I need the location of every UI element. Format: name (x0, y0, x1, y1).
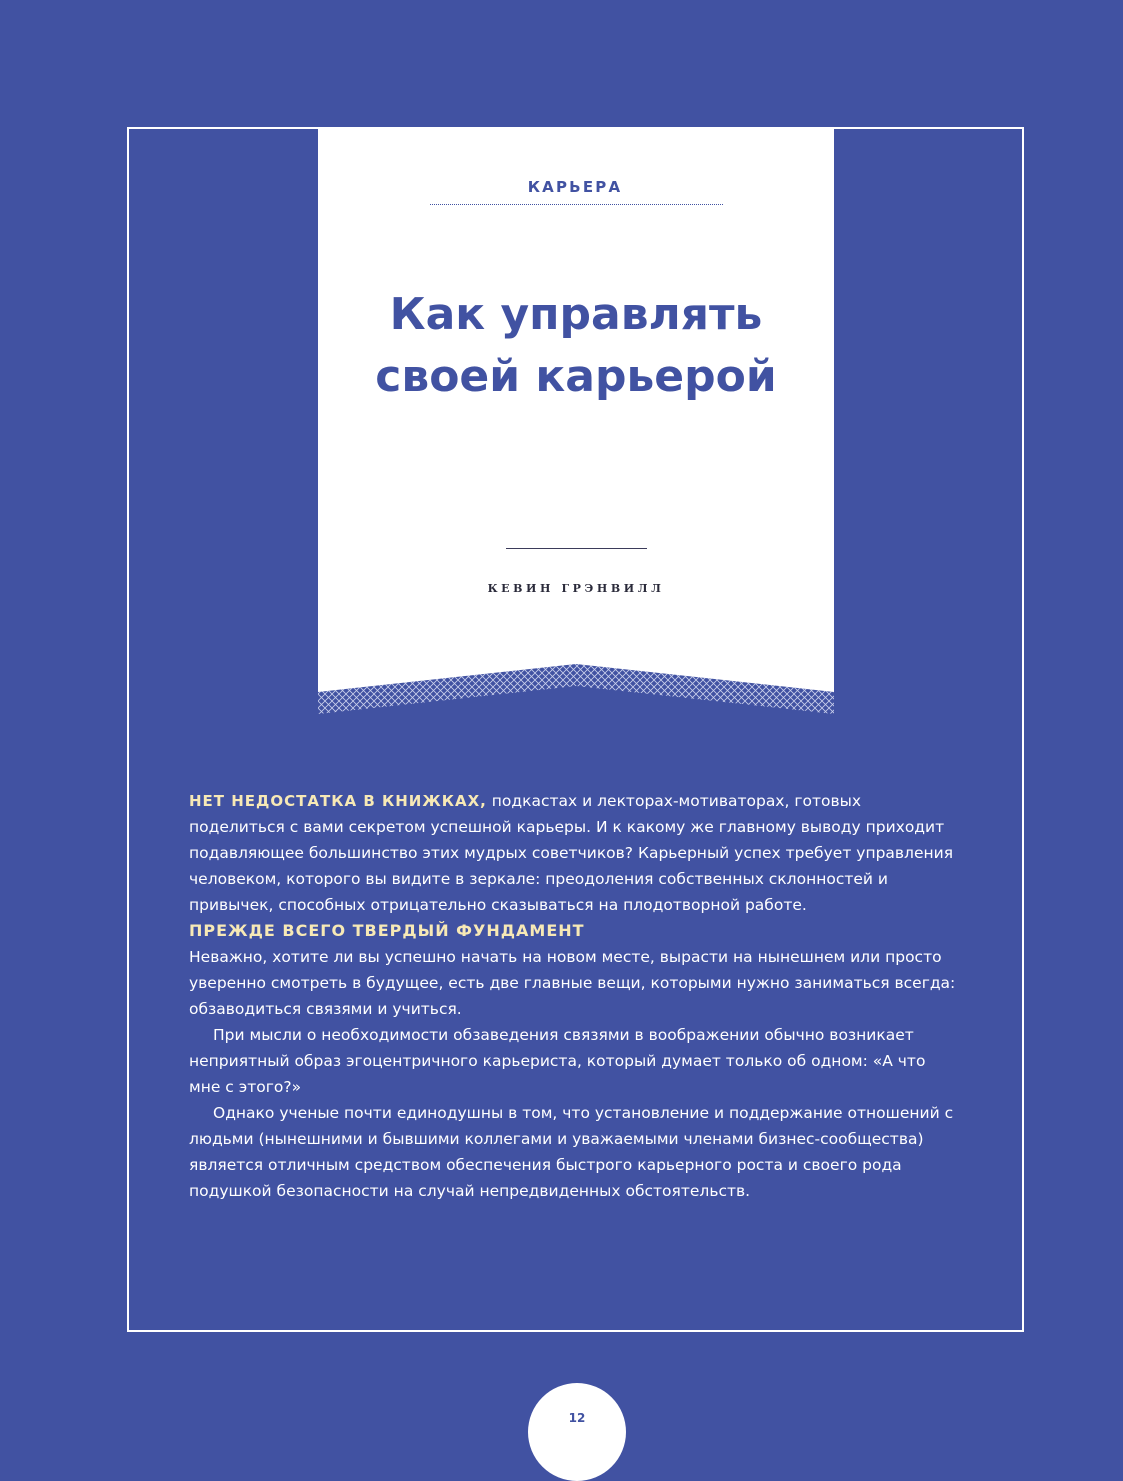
banner-shape (318, 127, 834, 714)
article-author: КЕВИН ГРЭНВИЛЛ (487, 582, 665, 595)
page-number-badge (528, 1383, 626, 1481)
section-label: КАРЬЕРА (527, 178, 623, 196)
body-paragraph: При мысли о необходимости обзаведения связями в воображении обычно возникает неприятный образ эгоцентричного карьериста, который думает только об одном: «А что мне с этого?» (189, 1026, 926, 1096)
title-banner (318, 127, 834, 714)
article-title: Как управлять своей карьерой (375, 289, 777, 402)
body-paragraph: Однако ученые почти единодушны в том, что установление и поддержание отношений с людьми (нынешними и бывшими коллегами и уважаемыми членами бизнес-сообщества) является отличным средством обеспечения быстрого карьерного роста и своего рода подушкой безопасности на случай непредвиденных обстоятельств. (189, 1104, 954, 1200)
section-heading: ПРЕЖДЕ ВСЕГО ТВЕРДЫЙ ФУНДАМЕНТ (189, 921, 585, 940)
article-body (189, 788, 959, 1204)
section-divider (430, 204, 723, 205)
page-number: 12 (568, 1411, 586, 1425)
body-paragraph: Неважно, хотите ли вы успешно начать на новом месте, вырасти на нынешнем или просто уверенно смотреть в будущее, есть две главные вещи, которыми нужно заниматься всегда: обзаводиться связями и учиться. (189, 948, 956, 1018)
lead-paragraph (189, 788, 959, 918)
title-divider (506, 548, 647, 549)
lead-text: подкастах и лекторах-мотиваторах, готовых поделиться с вами секретом успешной карьеры. И к какому же главному выводу приходит подавляющее большинство этих мудрых советчиков? Карьерный успех требует управления человеком, которого вы видите в зеркале: преодоления собственных склонностей и привычек, способных отрицательно сказываться на плодотворной работе. (189, 792, 954, 914)
lead-highlight: НЕТ НЕДОСТАТКА В КНИЖКАХ, (189, 792, 487, 810)
